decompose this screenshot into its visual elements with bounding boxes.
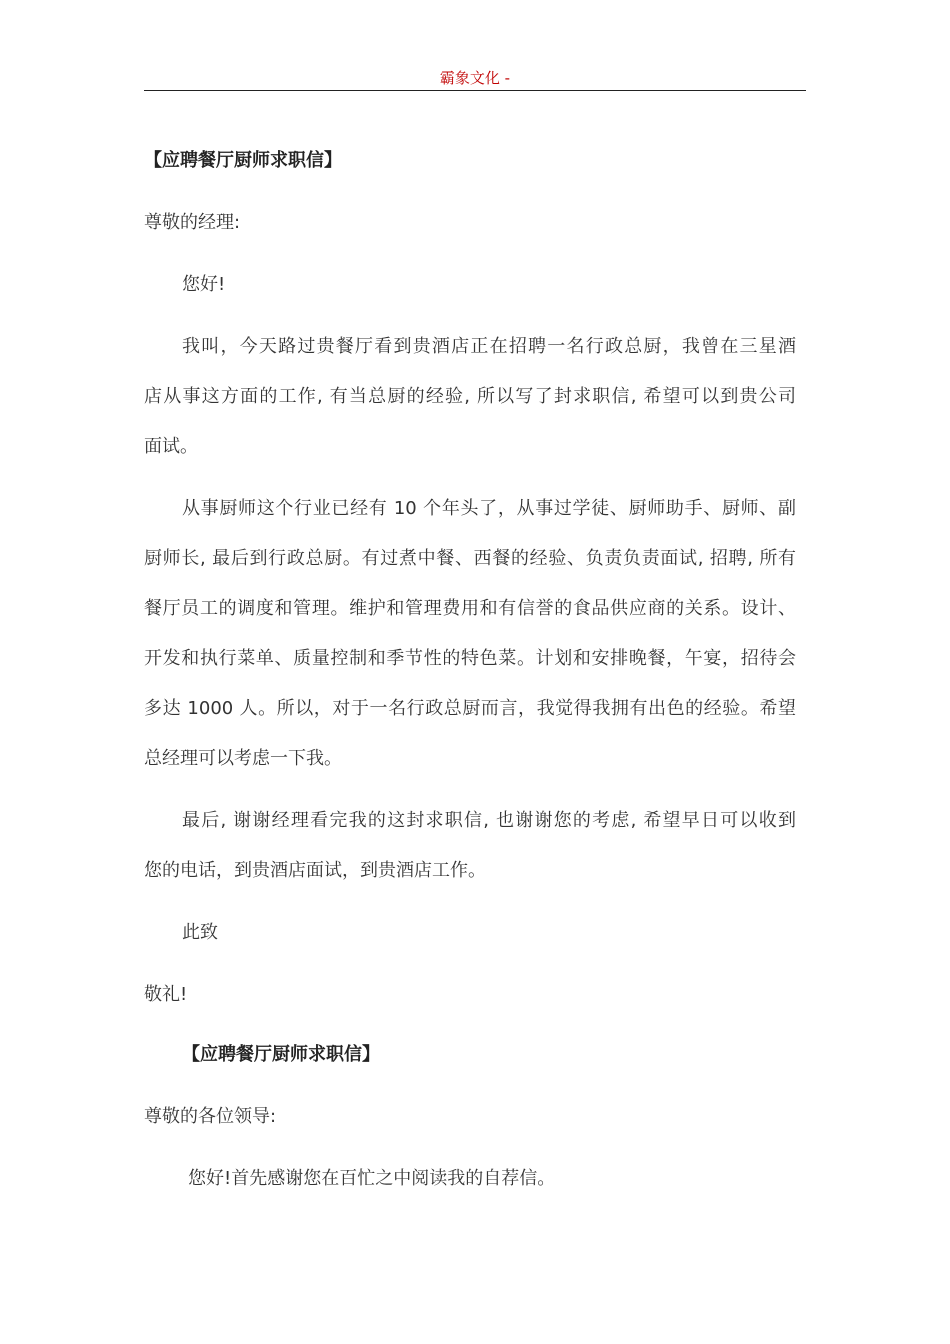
letter2-paragraph1-line: 您好!首先感谢您在百忙之中阅读我的自荐信。 — [188, 1168, 556, 1189]
letter1-paragraph3-line: 您的电话，到贵酒店面试，到贵酒店工作。 — [144, 860, 486, 881]
letter1-paragraph1-line: 面试。 — [144, 436, 198, 457]
letter2-salutation: 尊敬的各位领导: — [144, 1106, 277, 1127]
letter1-paragraph1-line: 店从事这方面的工作, 有当总厨的经验, 所以写了封求职信, 希望可以到贵公司 — [144, 386, 796, 407]
letter1-closing: 此致 — [182, 922, 218, 943]
letter1-paragraph1-line: 我叫，今天路过贵餐厅看到贵酒店正在招聘一名行政总厨，我曾在三星酒 — [182, 336, 796, 357]
letter1-paragraph2-line: 餐厅员工的调度和管理。维护和管理费用和有信誉的食品供应商的关系。设计、 — [144, 598, 796, 619]
letter1-salutation: 尊敬的经理: — [144, 212, 241, 233]
letter1-paragraph2-line: 总经理可以考虑一下我。 — [144, 748, 342, 769]
header-text: 霸象文化 - — [439, 69, 511, 87]
letter1-paragraph2-line: 多达 1000 人。所以，对于一名行政总厨而言，我觉得我拥有出色的经验。希望 — [144, 698, 796, 719]
letter1-paragraph2-line: 开发和执行菜单、质量控制和季节性的特色菜。计划和安排晚餐，午宴，招待会 — [144, 648, 796, 669]
letter1-paragraph3-line: 最后, 谢谢经理看完我的这封求职信, 也谢谢您的考虑, 希望早日可以收到 — [182, 810, 796, 831]
letter1-sign-off: 敬礼! — [144, 984, 188, 1005]
page-header — [144, 66, 806, 91]
letter1-paragraph2-line: 厨师长, 最后到行政总厨。有过煮中餐、西餐的经验、负责负责面试, 招聘, 所有 — [144, 548, 796, 569]
letter1-paragraph2-line: 从事厨师这个行业已经有 10 个年头了，从事过学徒、厨师助手、厨师、副 — [182, 498, 796, 519]
letter1-greeting: 您好! — [182, 274, 226, 295]
letter1-title: 【应聘餐厅厨师求职信】 — [144, 150, 342, 171]
letter2-title: 【应聘餐厅厨师求职信】 — [182, 1044, 380, 1065]
